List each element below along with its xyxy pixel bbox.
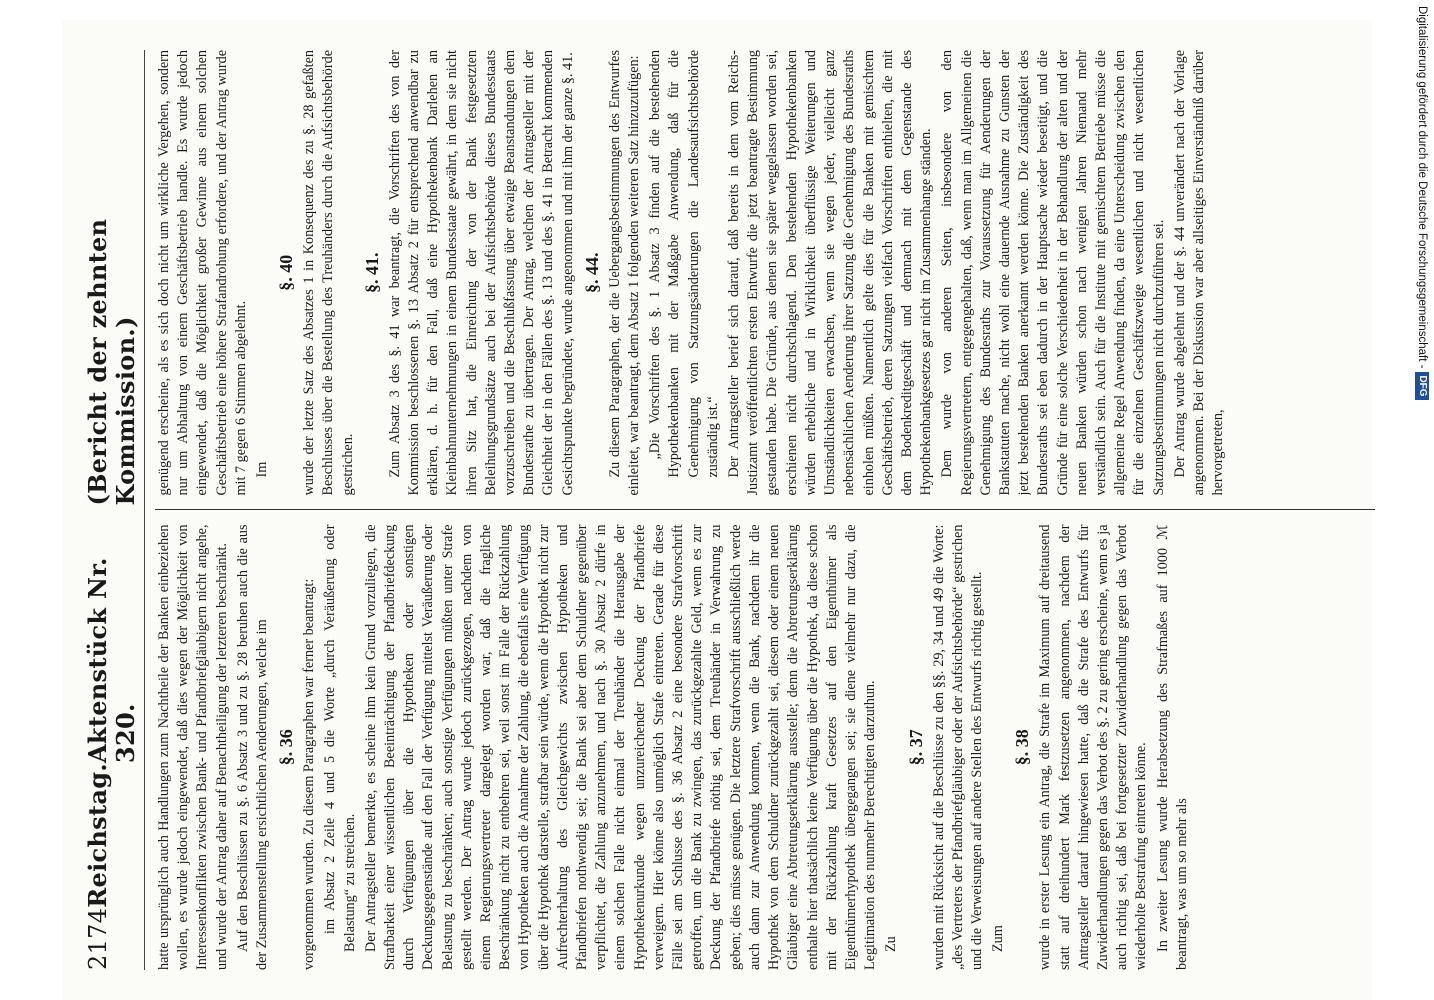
credit-text: Digitalisierung gefördert durch die Deutsche Forschungsgemeinschaft - bbox=[1416, 6, 1428, 369]
paragraph: Im bbox=[254, 461, 271, 478]
paragraph: hatte ursprünglich auch Handlungen zum Nachtheile der Banken einbeziehen wollen, es wurde jedoch eingewendet, daß dies wegen der Möglichkeit von Interessenkonflikten zwischen Bank- und Pfandbriefgläubigern nicht angehe, und wurde der Antrag daher auf Benachtheiligung der letzteren beschränkt. bbox=[156, 524, 230, 970]
paragraph: wurden mit Rücksicht auf die Beschlüsse zu den §§. 29, 34 und 49 die Worte: „des Vertreters der Pfandbriefgläubiger oder der Aufsichtsbehörde“ gestrichen und die Verweisungen auf andere Stellen des Entwurfs richtig gestellt. bbox=[930, 524, 985, 970]
header-right-title: (Bericht der zehnten Kommission.) bbox=[83, 218, 140, 506]
page-header bbox=[84, 50, 145, 970]
paragraph: genügend erscheine, als es sich doch nicht um wirkliche Vergehen, sondern nur um Abhaltung von einem Geschäftsbetrieb handle. Es wurde jedoch eingewendet, daß die Möglichkeit großer Gewinne aus einem solchen Geschäftsbetrieb eine höhere Strafandrohung erfordere, und der Antrag wurde mit 7 gegen 6 Stimmen abgelehnt. bbox=[156, 50, 249, 496]
paragraph: Der Antrag wurde abgelehnt und der §. 44 unverändert nach der Vorlage angenommen. Bei der Diskussion war aber allseitiges Einverständniß darüber hervorgetreten, bbox=[1171, 50, 1227, 496]
quoted-motion: „Die Vorschriften des §. 1 Absatz 3 finden auf die bestehenden Hypothekenbanken mit der Maßgabe Anwendung, daß für die Genehmigung von Satzungsänderungen die Landesaufsichtsbehörde zuständig ist.“ bbox=[647, 50, 721, 478]
column-right bbox=[155, 50, 1375, 496]
paragraph: Der Antragsteller bemerkte, es scheine ihm kein Grund vorzuliegen, die Strafbarkeit einer wissentlichen Beeinträchtigung der Pfandbriefdeckung durch Verfügungen über die Hypotheken oder sonstigen Deckungsgegenstände auf den Fall der Verfügung mittelst Veräußerung oder Belastung zu beschränken; auch sonstige Verfügungen müßten unter Strafe gestellt werden. Der Antrag wurde jedoch zurückgezogen, nachdem von einem Regierungsvertreter dargelegt worden war, daß die fragliche Beschränkung nicht zu entbehren sei, weil sonst im Falle der Rückzahlung von Hypotheken auch die Annahme der Zahlung, die ebenfalls eine Verfügung über die Hypothek darstelle, strafbar sein würde, wenn die Hypothek nicht zur Aufrechterhaltung des Gleichgewichts zwischen Hypotheken und Pfandbriefen nothwendig sei; die Bank sei aber dem Schuldner gegenüber verpflichtet, die Zahlung anzunehmen, und nach §. 30 Absatz 2 dürfe in einem solchen Falle nicht einmal der Treuhänder die Herausgabe der Hypothekenurkunde wegen unzureichender Deckung der Pfandbriefe verweigern. Hier könne also unmöglich Strafe eintreten. Gerade für diese Fälle sei am Schlusse des §. 36 Absatz 2 eine besondere Strafvorschrift getroffen, um die Bank zu zwingen, das zurückgezahlte Geld, wenn es zur Deckung der Pfandbriefe nöthig sei, dem Treuhänder in Verwahrung zu geben; dies müsse genügen. Die letztere Strafvorschrift ausschließlich werde auch dann zur Anwendung kommen, wenn die Bank, nachdem ihr die Hypothek von dem Schuldner zurückgezahlt sei, diesem oder einem neuen Gläubiger eine Abtretungserklärung ausstelle; denn die Abtretungserklärung enthalte hier thatsächlich keine Verfügung über die Hypothek, da diese schon mit der Rückzahlung kraft Gesetzes auf den Eigenthümer als Eigenthümerhypothek übergegangen sei; sie diene vielmehr nur dazu, die Legitimation des nunmehr Berechtigten darzuthun. bbox=[362, 524, 879, 970]
paragraph: Zu diesem Paragraphen, der die Uebergangsbestimmungen des Entwurfes einleitet, war beantragt, dem Absatz 1 folgenden weiteren Satz hinzuzufügen: bbox=[606, 50, 643, 496]
header-center-title: Aktenstück Nr. 320. bbox=[83, 557, 140, 764]
section-heading-36: §. 36 bbox=[276, 729, 297, 766]
paragraph: Zum bbox=[990, 925, 1007, 952]
header-left-title: Reichstag. bbox=[83, 763, 112, 908]
paragraph: In zweiter Lesung wurde Herabsetzung des Strafmaßes auf 1000 ℳ beantragt, was um so mehr als bbox=[1154, 524, 1190, 970]
dfg-logo: DFG bbox=[1415, 372, 1429, 399]
column-divider bbox=[155, 510, 1375, 511]
section-heading-37: §. 37 bbox=[905, 729, 926, 766]
column-left bbox=[155, 525, 1375, 971]
paragraph: Zu bbox=[883, 936, 900, 952]
section-heading-41: §. 41. bbox=[361, 252, 382, 293]
paragraph: Dem wurde von anderen Seiten, insbesondere von den Regierungsvertretern, entgegengehalten, daß, wenn man im Allgemeinen die Genehmigung des Bundesraths zur Voraussetzung für Aenderungen der Bankstatuten mache, nicht wohl eine dauernde Ausnahme zu Gunsten der jetzt bestehenden Banken anerkannt werden könne. Die Zuständigkeit des Bundesraths sei eben dadurch in der Hauptsache wieder beseitigt, und die Gründe für eine solche Verschiedenheit in der Behandlung der alten und der neuen Banken würden schon nach wenigen Jahren Niemand mehr verständlich sein. Auch für die Institute mit gemischtem Betriebe müsse die allgemeine Regel Anwendung finden, da eine Unterscheidung zwischen den für die einzelnen Geschäftszweige wesentlichen und nicht wesentlichen Satzungsbestimmungen nicht durchzuführen sei. bbox=[939, 50, 1167, 496]
text-columns bbox=[155, 50, 1375, 970]
paragraph: Der Antragsteller berief sich darauf, daß bereits in dem vom Reichs-Justizamt veröffentlichten ersten Entwurfe die jetzt beantragte Bestimmung gestanden habe. Die Gründe, aus denen sie später weggelassen worden sei, erschienen nicht durchschlagend. Den bestehenden Hypothekenbanken würden erhebliche und in Wirklichkeit überflüssige Weiterungen und Umständlichkeiten erwachsen, wenn sie wegen jeder, vielleicht ganz nebensächlichen Aenderung ihrer Satzung die Genehmigung des Bundesraths einholen müßten. Namentlich gelte dies für die Banken mit gemischtem Geschäftsbetrieb, deren Satzungen vielfach Vorschriften enthielten, die mit dem Bodenkreditgeschäft und demnach mit dem Gegenstande des Hypothekenbankgesetzes gar nicht im Zusammenhange ständen. bbox=[726, 50, 935, 496]
section-heading-40: §. 40 bbox=[276, 254, 297, 291]
digitization-credit bbox=[1412, 0, 1434, 1000]
paragraph: Zum Absatz 3 des §. 41 war beantragt, die Vorschriften des von der Kommission beschlossenen §. 13 Absatz 2 für entsprechend anwendbar zu erklären, d. h. für den Fall, daß eine Hypothekenbank Darlehen an Kleinbahnunternehmungen in einem Bundesstaate gewährt, in dem sie nicht ihren Sitz hat, die Einreichung der von der Bank festgesetzten Beleihungsgrundsätze auch bei der Aufsichtsbehörde dieses Bundesstaats vorzuschreiben und die Beschlußfassung über etwaige Beanstandungen dem Bundesrathe zu übertragen. Der Antrag, welchen der Antragsteller mit der Gleichheit der in den Fällen des §. 13 und des §. 41 in Betracht kommenden Gesichtspunkte begründete, wurde angenommen und mit ihm der ganze §. 41. bbox=[386, 50, 576, 496]
paragraph: Auf den Beschlüssen zu §. 6 Absatz 3 und zu §. 28 beruhen auch die aus der Zusammenstellung ersichtlichen Aenderungen, welche im bbox=[234, 524, 271, 970]
credit-line bbox=[1412, 6, 1432, 626]
paragraph: vorgenommen wurden. Zu diesem Paragraphen war ferner beantragt: bbox=[301, 578, 318, 970]
section-heading-38: §. 38 bbox=[1012, 729, 1033, 766]
section-heading-44: §. 44. bbox=[581, 252, 602, 293]
rotated-page bbox=[62, 20, 1372, 1000]
paragraph: wurde in erster Lesung ein Antrag, die Strafe im Maximum auf dreitausend statt auf dreihundert Mark festzusetzen angenommen, nachdem der Antragsteller darauf hingewiesen hatte, daß die Strafe des Entwurfs für Zuwiderhandlungen gegen das Verbot des §. 2 zu gering erscheine, wenn es ja auch richtig sei, daß bei fortgesetzter Zuwiderhandlung gegen das Verbot wiederholte Bestrafung eintreten könne. bbox=[1037, 524, 1150, 970]
page-number: 2174 bbox=[84, 907, 112, 970]
quoted-motion: im Absatz 2 Zeile 4 und 5 die Worte „durch Veräußerung oder Belastung“ zu streichen. bbox=[322, 524, 358, 952]
paragraph: wurde der letzte Satz des Absatzes 1 in Konsequenz des zu §. 28 gefaßten Beschlusses über die Bestellung des Treuhänders durch die Aufsichtsbehörde gestrichen. bbox=[301, 50, 356, 496]
